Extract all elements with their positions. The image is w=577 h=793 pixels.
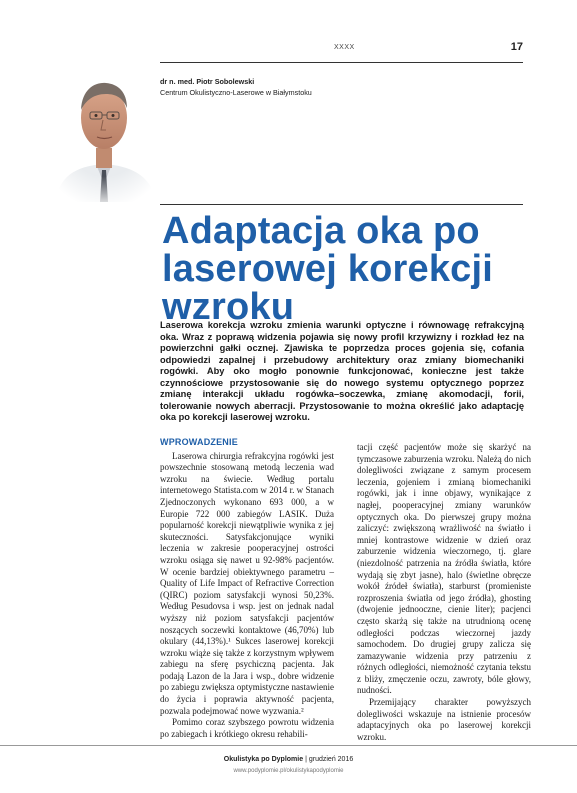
body-paragraph: Pomimo coraz szybszego powrotu widzenia po zabiegach i krótkiego okresu rehabili- bbox=[160, 717, 334, 739]
footer bbox=[0, 756, 577, 763]
journal-name: Okulistyka po Dyplomie bbox=[223, 756, 304, 763]
author-affiliation: Centrum Okulistyczno-Laserowe w Białymstoku bbox=[160, 88, 312, 97]
lead-paragraph: Laserowa korekcja wzroku zmienia warunki optyczne i równowagę refrakcyjną oka. Wraz z poprawą widzenia pojawia się nowy profil krzywizny i rozkład łez na powierzchni gałki ocznej. Zjawiska te poprzedza proces gojenia się, cofania odpowiedzi zapalnej i przebudowy architektury oraz zmiany biomechaniki rogówki. Aby oko mogło ponownie funkcjonować, konieczne jest także czynnościowe przystosowanie się do nowego systemu optycznego poprzez zmianę interakcji układu rogówka–soczewka, zmianę akomodacji, forii, tolerowanie nowych aberracji. Przystosowanie to można określić jako adaptację oka po korekcji laserowej wzroku. bbox=[160, 320, 524, 422]
footer-rule bbox=[0, 745, 577, 746]
title-line: laserowej korekcji bbox=[162, 248, 494, 290]
footer-url[interactable]: www.podyplomie.pl/okulistykapodyplomie bbox=[233, 768, 344, 774]
title-line: wzroku bbox=[162, 286, 295, 328]
running-head: XXXX bbox=[334, 44, 355, 51]
body-paragraph: Przemijający charakter powyższych dolegliwości wskazuje na istnienie procesów adaptacyjnych oka po laserowej korekcji wzroku. bbox=[357, 697, 531, 742]
page-number: 17 bbox=[510, 41, 523, 53]
footer-separator: | bbox=[305, 756, 307, 763]
article-title bbox=[162, 212, 493, 326]
body-paragraph: Laserowa chirurgia refrakcyjna rogówki jest powszechnie stosowaną metodą leczenia wad wzroku na świecie. Według portalu internetowego Statista.com w 2014 r. w Stanach Zjednoczonych wykonano 693 000, a w Europie 722 000 zabiegów LASIK. Duża popularność korekcji niewątpliwie wynika z jej skuteczności. Satysfakcjonujące wyniki leczenia w zakresie pooperacyjnej ostrości wzroku osiąga się nawet u 92-98% pacjentów. W ocenie bardziej obiektywnego parametru – Quality of Life Impact of Refractive Correction (QIRC) poziom satysfakcji wynosi 50,23%. Według Pesudovsa i wsp. jest on jednak nadal wyższy niż poziom satysfakcji pacjentów noszących soczewki kontaktowe (46,70%) lub okulary (44,13%).¹ Sukces laserowej korekcji wzroku wiąże się także z korzystnym wpływem zabiegu na sferę psychiczną pacjenta. Jak podają Lazon de la Jara i wsp., dobre widzenie po zabiegu zwiększa optymistyczne nastawienie do życia i poprawia aktywność pacjenta, pozwala podejmować nowe wyzwania.² bbox=[160, 450, 334, 716]
title-rule bbox=[160, 204, 523, 205]
author-photo bbox=[46, 66, 164, 202]
column-left bbox=[160, 437, 334, 740]
column-right bbox=[357, 442, 531, 743]
title-line: Adaptacja oka po bbox=[162, 210, 480, 252]
author-name: dr n. med. Piotr Sobolewski bbox=[160, 77, 255, 86]
author-block bbox=[160, 76, 312, 98]
section-heading: WPROWADZENIE bbox=[160, 437, 238, 447]
header-rule bbox=[160, 62, 523, 63]
issue-date: grudzień 2016 bbox=[308, 756, 354, 763]
body-paragraph: tacji część pacjentów może się skarżyć na tymczasowe zaburzenia wzroku. Należą do nich dolegliwości związane z samym procesem leczenia, gojeniem i zmianą biomechaniki rogówki, jak i inne objawy, wynikające z nagłej, pooperacyjnej zmiany warunków optycznych oka. Do pierwszej grupy można zaliczyć: zwiększoną wrażliwość na światło i mniej kontrastowe widzenie w dzień oraz zaburzenie widzenia wieczornego, tj. glare (niezdolność patrzenia na źródła światła, które wydają się zbyt jasne), halo (świetlne obręcze wokół źródeł światła), starburst (promieniste rozproszenia światła od jego źródła), ghosting (dwojenie jednooczne, cienie liter); pacjenci często skarżą się także na utrudnioną ocenę odległości podczas wieczornej jazdy samochodem. Do drugiej grupy zalicza się zamazywanie widzenia przy patrzeniu z różnych odległości, niemożność czytania tekstu z bliży, zmęczenie oczu, zawroty, bóle głowy, nudności. bbox=[357, 442, 531, 696]
